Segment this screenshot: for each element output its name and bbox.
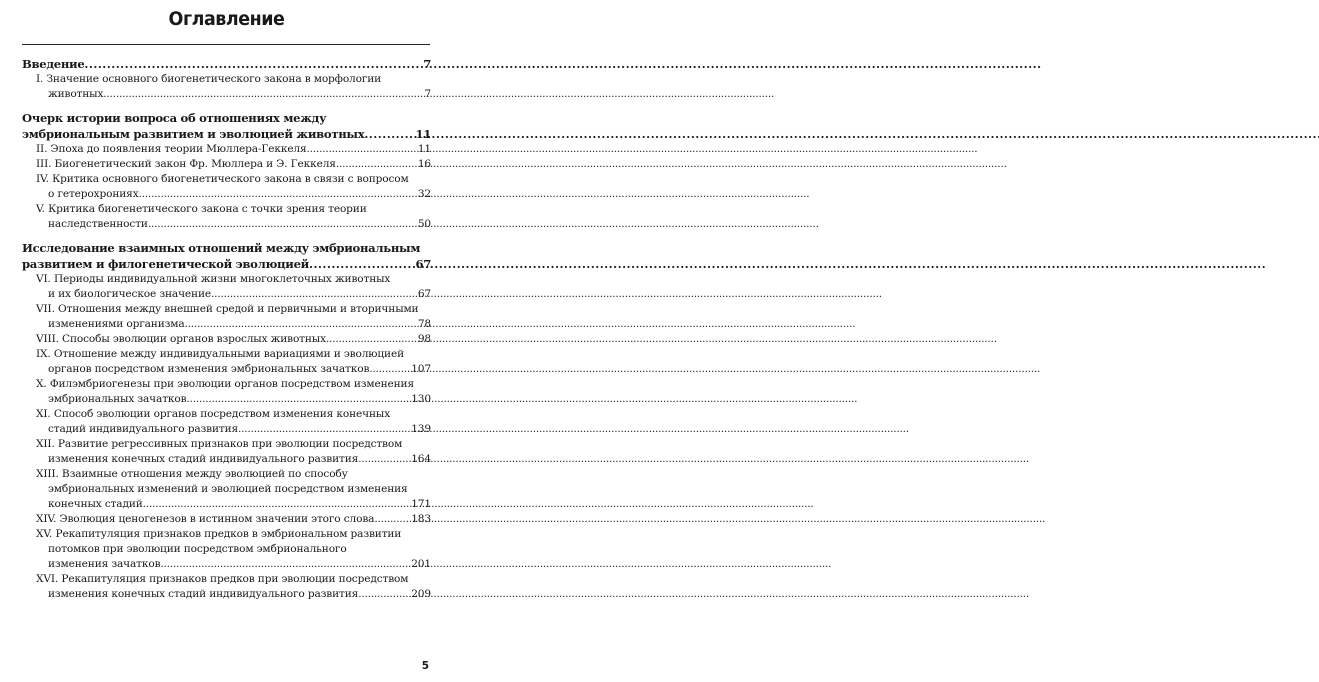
toc-page-number: 98 bbox=[417, 333, 431, 345]
title-rule bbox=[22, 44, 430, 45]
toc-entry-text: эмбриональных изменений и эволюцией посредством изменения bbox=[48, 483, 408, 495]
dot-leader bbox=[309, 256, 412, 272]
toc-entry-text: эмбриональных зачатков bbox=[48, 393, 187, 405]
toc-chapter-entry bbox=[22, 437, 431, 452]
toc-entry-text: органов посредством изменения эмбриональных зачатков bbox=[48, 363, 370, 375]
toc-entry-text: Введение bbox=[22, 57, 85, 71]
toc-entry-text: IV. Критика основного биогенетического закона в связи с вопросом bbox=[36, 173, 409, 185]
dot-leader bbox=[139, 187, 417, 202]
toc-entry-text: и их биологическое значение bbox=[48, 288, 211, 300]
toc-entry-text: XIII. Взаимные отношения между эволюцией по способу bbox=[36, 468, 348, 480]
toc-page-number: 130 bbox=[411, 393, 431, 405]
toc-entry-text: III. Биогенетический закон Фр. Мюллера и Э. Геккеля bbox=[36, 158, 336, 170]
toc-entry-text: Исследование взаимных отношений между эмбриональным bbox=[22, 241, 421, 255]
toc-entry-text: VIII. Способы эволюции органов взрослых животных bbox=[36, 333, 326, 345]
dot-leader bbox=[186, 392, 410, 407]
toc-chapter-entry bbox=[22, 72, 431, 87]
page-title: Оглавление bbox=[168, 8, 285, 30]
toc-page-number: 164 bbox=[411, 453, 431, 465]
toc-entry-text: изменениями организма bbox=[48, 318, 185, 330]
toc-entry-continuation bbox=[22, 587, 431, 602]
toc-part-heading bbox=[22, 110, 431, 126]
toc-entry-continuation bbox=[22, 317, 431, 332]
toc-page-number: 201 bbox=[411, 558, 431, 570]
dot-leader bbox=[211, 287, 417, 302]
toc-entry-text: изменения конечных стадий индивидуального развития bbox=[48, 588, 359, 600]
toc-entry-text: V. Критика биогенетического закона с точки зрения теории bbox=[36, 203, 367, 215]
toc-entry-continuation bbox=[22, 217, 431, 232]
toc-page-number: 67 bbox=[415, 257, 431, 271]
toc-entry-continuation bbox=[22, 542, 431, 557]
toc-page-number: 32 bbox=[417, 188, 431, 200]
toc-entry-continuation bbox=[22, 422, 431, 437]
toc-entry-text: XIV. Эволюция ценогенезов в истинном значении этого слова bbox=[36, 513, 375, 525]
toc-entry-text: развитием и филогенетической эволюцией bbox=[22, 257, 309, 271]
toc-entry-continuation bbox=[22, 362, 431, 377]
toc-entry-text: стадий индивидуального развития bbox=[48, 423, 239, 435]
toc-chapter-entry bbox=[22, 572, 431, 587]
toc-chapter-entry bbox=[22, 512, 431, 527]
toc-chapter-entry bbox=[22, 272, 431, 287]
dot-leader bbox=[84, 56, 420, 72]
dot-leader bbox=[336, 157, 417, 172]
toc-page-number: 7 bbox=[423, 57, 431, 71]
toc-entry-text: Очерк истории вопроса об отношениях между bbox=[22, 111, 327, 125]
toc-chapter-entry bbox=[22, 332, 431, 347]
toc-chapter-entry bbox=[22, 157, 431, 172]
toc-entry-text: II. Эпоха до появления теории Мюллера-Геккеля bbox=[36, 143, 307, 155]
toc-part-heading bbox=[22, 126, 431, 142]
toc-page-number: 7 bbox=[424, 88, 431, 100]
toc-entry-continuation bbox=[22, 392, 431, 407]
toc-page-number: 209 bbox=[411, 588, 431, 600]
toc-page-number: 11 bbox=[417, 143, 431, 155]
toc-entry-continuation bbox=[22, 557, 431, 572]
toc-chapter-entry bbox=[22, 407, 431, 422]
dot-leader bbox=[358, 587, 410, 602]
toc-entry-text: о гетерохрониях bbox=[48, 188, 139, 200]
toc-entry-text: конечных стадий bbox=[48, 498, 143, 510]
book-page bbox=[0, 0, 453, 682]
toc-entry-text: потомков при эволюции посредством эмбрионального bbox=[48, 543, 347, 555]
dot-leader bbox=[358, 452, 410, 467]
toc-part-heading bbox=[22, 56, 431, 72]
toc-entry-continuation bbox=[22, 497, 431, 512]
section-gap bbox=[22, 232, 431, 240]
toc-entry-continuation bbox=[22, 452, 431, 467]
toc-entry-text: эмбриональным развитием и эволюцией животных bbox=[22, 127, 365, 141]
toc-chapter-entry bbox=[22, 142, 431, 157]
toc-entry-text: IX. Отношение между индивидуальными вариациями и эволюцией bbox=[36, 348, 404, 360]
toc-page-number: 183 bbox=[411, 513, 431, 525]
toc-page-number: 16 bbox=[417, 158, 431, 170]
toc-page-number: 139 bbox=[411, 423, 431, 435]
toc-entry-text: XVI. Рекапитуляция признаков предков при эволюции посредством bbox=[36, 573, 409, 585]
toc-chapter-entry bbox=[22, 467, 431, 482]
toc-page-number: 50 bbox=[417, 218, 431, 230]
toc-entry-continuation bbox=[22, 287, 431, 302]
toc-entry-text: изменения зачатков bbox=[48, 558, 161, 570]
dot-leader bbox=[160, 557, 410, 572]
toc-entry-text: I. Значение основного биогенетического закона в морфологии bbox=[36, 73, 382, 85]
dot-leader bbox=[238, 422, 410, 437]
toc-entry-continuation bbox=[22, 482, 431, 497]
toc-chapter-entry bbox=[22, 172, 431, 187]
dot-leader bbox=[143, 497, 411, 512]
toc-page-number: 67 bbox=[417, 288, 431, 300]
dot-leader bbox=[184, 317, 416, 332]
toc-part-heading bbox=[22, 256, 431, 272]
toc-entry-text: X. Филэмбриогенезы при эволюции органов посредством изменения bbox=[36, 378, 414, 390]
section-gap bbox=[22, 102, 431, 110]
toc-page-number: 78 bbox=[417, 318, 431, 330]
toc-entry-text: XII. Развитие регрессивных признаков при эволюции посредством bbox=[36, 438, 403, 450]
table-of-contents bbox=[22, 56, 431, 602]
dot-leader bbox=[374, 512, 410, 527]
dot-leader bbox=[369, 362, 410, 377]
toc-chapter-entry bbox=[22, 347, 431, 362]
toc-part-heading bbox=[22, 240, 431, 256]
toc-entry-text: наследственности bbox=[48, 218, 148, 230]
toc-chapter-entry bbox=[22, 527, 431, 542]
toc-entry-text: XI. Способ эволюции органов посредством изменения конечных bbox=[36, 408, 391, 420]
dot-leader bbox=[307, 142, 417, 157]
toc-page-number: 171 bbox=[411, 498, 431, 510]
toc-entry-text: XV. Рекапитуляция признаков предков в эмбриональном развитии bbox=[36, 528, 402, 540]
dot-leader bbox=[364, 126, 412, 142]
toc-entry-text: животных bbox=[48, 88, 104, 100]
toc-entry-continuation bbox=[22, 187, 431, 202]
dot-leader bbox=[148, 217, 417, 232]
toc-entry-text: VI. Периоды индивидуальной жизни многоклеточных животных bbox=[36, 273, 391, 285]
toc-chapter-entry bbox=[22, 377, 431, 392]
dot-leader bbox=[103, 87, 423, 102]
toc-entry-continuation bbox=[22, 87, 431, 102]
toc-page-number: 107 bbox=[411, 363, 431, 375]
toc-entry-text: изменения конечных стадий индивидуального развития bbox=[48, 453, 359, 465]
page-number: 5 bbox=[421, 660, 429, 672]
toc-page-number: 11 bbox=[415, 127, 431, 141]
dot-leader bbox=[326, 332, 417, 347]
toc-entry-text: VII. Отношения между внешней средой и первичными и вторичными bbox=[36, 303, 419, 315]
toc-chapter-entry bbox=[22, 202, 431, 217]
toc-chapter-entry bbox=[22, 302, 431, 317]
